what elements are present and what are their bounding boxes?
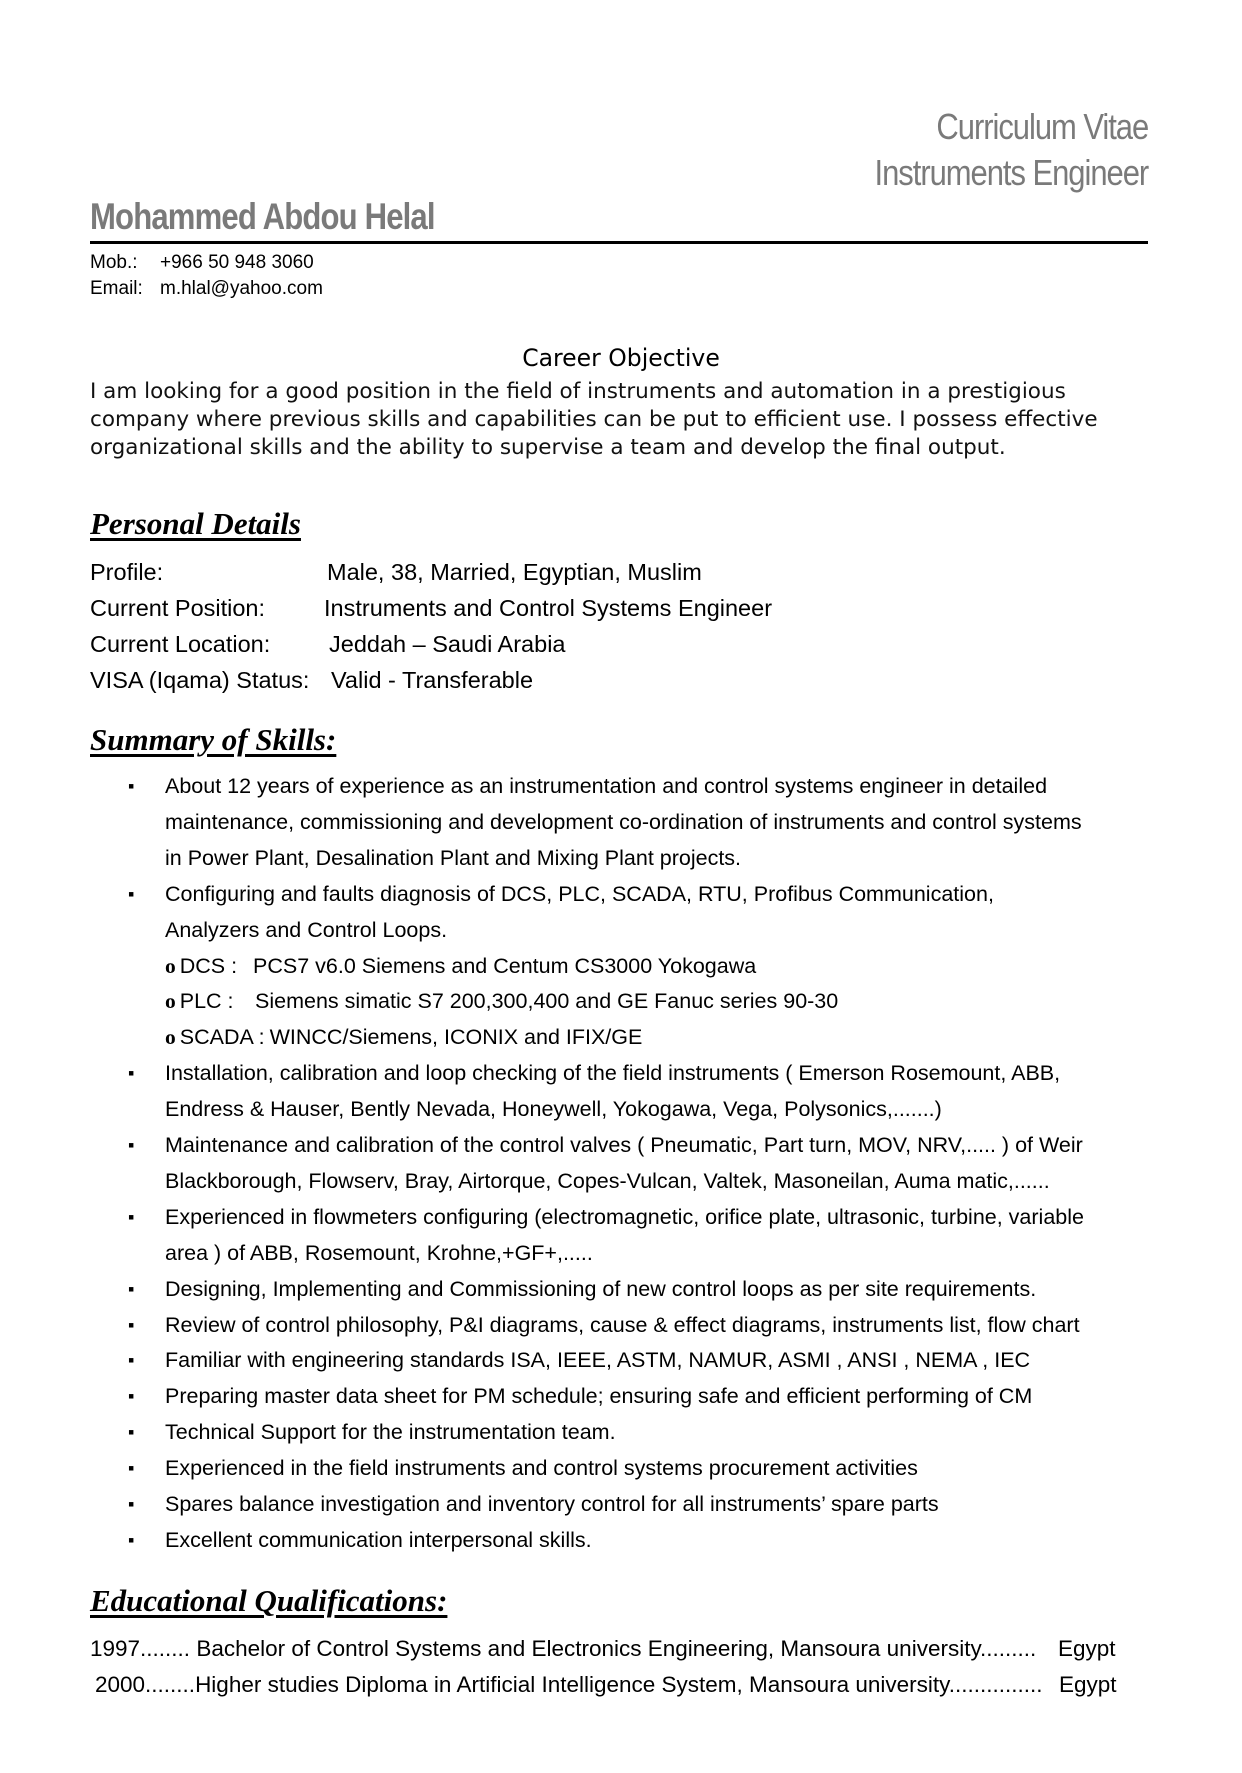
skill-line: Experienced in flowmeters configuring (electromagnetic, orifice plate, ultrasonic, turbine, variable: [165, 1204, 1084, 1229]
skill-line: Familiar with engineering standards ISA, IEEE, ASTM, NAMUR, ASMI , ANSI , NEMA , IEC: [165, 1348, 1031, 1373]
educational-qualifications-heading: Educational Qualifications:: [90, 1583, 448, 1618]
personal-value: Jeddah – Saudi Arabia: [329, 631, 566, 657]
bullet-icon: ▪: [128, 1350, 135, 1371]
skill-line: Technical Support for the instrumentation team.: [165, 1420, 616, 1445]
skill-line: Installation, calibration and loop checking of the field instruments ( Emerson Rosemount, ABB,: [165, 1061, 1061, 1086]
bullet-icon: ▪: [128, 1458, 135, 1479]
sub-bullet-icon: o: [165, 953, 176, 978]
skill-line: Spares balance investigation and inventory control for all instruments’ spare parts: [165, 1492, 939, 1516]
objective-line: organizational skills and the ability to supervise a team and develop the final output.: [90, 435, 1006, 460]
personal-value: Male, 38, Married, Egyptian, Muslim: [327, 559, 702, 585]
summary-of-skills-heading: Summary of Skills:: [90, 722, 337, 757]
education-text: 1997........ Bachelor of Control Systems and Electronics Engineering, Mansoura university.........: [90, 1636, 1037, 1661]
career-objective-text: [90, 378, 1160, 462]
bullet-icon: ▪: [128, 1529, 135, 1550]
skill-line: Analyzers and Control Loops.: [165, 917, 448, 942]
bullet-icon: ▪: [128, 1422, 135, 1443]
skill-line: Designing, Implementing and Commissioning of new control loops as per site requirements.: [165, 1276, 1037, 1301]
bullet-icon: ▪: [128, 1206, 135, 1227]
skill-line: Blackborough, Flowserv, Bray, Airtorque, Copes-Vulcan, Valtek, Masoneilan, Auma matic,......: [165, 1168, 1050, 1193]
mobile-label: Mob.:: [90, 252, 138, 273]
skill-line: About 12 years of experience as an instrumentation and control systems engineer in detailed: [165, 774, 1048, 798]
bullet-icon: ▪: [128, 1314, 135, 1335]
skill-sub-item: [165, 1023, 642, 1051]
skill-line: Maintenance and calibration of the control valves ( Pneumatic, Part turn, MOV, NRV,..... ) of Weir: [165, 1133, 1083, 1157]
document-title-line2: Instruments Engineer: [874, 152, 1148, 193]
sub-item-label: SCADA :: [179, 1025, 265, 1050]
objective-line: I am looking for a good position in the field of instruments and automation in a prestigious: [90, 379, 1066, 404]
email-value: m.hlal@yahoo.com: [160, 278, 323, 299]
document-title: [874, 104, 1148, 196]
skill-line: Review of control philosophy, P&I diagrams, cause & effect diagrams, instruments list, flow chart: [165, 1312, 1080, 1337]
sub-bullet-icon: o: [165, 1025, 176, 1050]
bullet-icon: ▪: [128, 1386, 135, 1407]
bullet-icon: ▪: [128, 1494, 135, 1514]
sub-item-value: Siemens simatic S7 200,300,400 and GE Fanuc series 90-30: [255, 989, 839, 1014]
mobile-value: +966 50 948 3060: [160, 252, 314, 273]
skill-sub-item: [165, 987, 839, 1015]
skill-line: Endress & Hauser, Bently Nevada, Honeywell, Yokogawa, Vega, Polysonics,.......): [165, 1097, 942, 1122]
objective-line: company where previous skills and capabilities can be put to efficient use. I possess effective: [90, 407, 1098, 432]
personal-value: Instruments and Control Systems Engineer: [324, 595, 773, 621]
personal-label: Current Position:: [90, 595, 266, 621]
bullet-icon: ▪: [128, 883, 135, 904]
sub-item-label: PLC :: [179, 989, 234, 1014]
sub-bullet-icon: o: [165, 989, 176, 1014]
skill-line: maintenance, commissioning and development co-ordination of instruments and control systems: [165, 809, 1082, 834]
bullet-icon: ▪: [128, 1063, 135, 1084]
skill-line: Excellent communication interpersonal skills.: [165, 1527, 592, 1552]
career-objective-heading: Career Objective: [522, 344, 720, 372]
email-label: Email:: [90, 278, 143, 299]
skill-line: in Power Plant, Desalination Plant and Mixing Plant projects.: [165, 845, 742, 870]
personal-label: Profile:: [90, 559, 164, 585]
skill-line: Experienced in the field instruments and control systems procurement activities: [165, 1456, 918, 1481]
bullet-icon: ▪: [128, 1135, 135, 1155]
header-divider: [90, 241, 1148, 244]
document-title-line1: Curriculum Vitae: [936, 106, 1148, 147]
contact-mobile: [90, 251, 314, 275]
education-country: Egypt: [1059, 1672, 1117, 1697]
personal-label: Current Location:: [90, 631, 271, 657]
sub-item-value: WINCC/Siemens, ICONIX and IFIX/GE: [269, 1025, 643, 1050]
bullet-icon: ▪: [128, 1278, 135, 1299]
sub-item-value: PCS7 v6.0 Siemens and Centum CS3000 Yokogawa: [253, 953, 757, 978]
skill-sub-item: [165, 952, 757, 980]
education-text: 2000........Higher studies Diploma in Artificial Intelligence System, Mansoura university...............: [95, 1672, 1043, 1697]
personal-details-heading: Personal Details: [90, 506, 301, 541]
personal-label: VISA (Iqama) Status:: [90, 667, 310, 693]
personal-value: Valid - Transferable: [331, 667, 534, 693]
education-country: Egypt: [1058, 1636, 1116, 1661]
contact-email: [90, 277, 323, 301]
sub-item-label: DCS :: [179, 953, 238, 978]
skill-line: area ) of ABB, Rosemount, Krohne,+GF+,.....: [165, 1240, 593, 1265]
skill-line: Configuring and faults diagnosis of DCS, PLC, SCADA, RTU, Profibus Communication,: [165, 881, 994, 906]
candidate-name: Mohammed Abdou Helal: [90, 196, 435, 237]
skill-line: Preparing master data sheet for PM schedule; ensuring safe and efficient performing of CM: [165, 1384, 1033, 1409]
bullet-icon: ▪: [128, 776, 135, 796]
